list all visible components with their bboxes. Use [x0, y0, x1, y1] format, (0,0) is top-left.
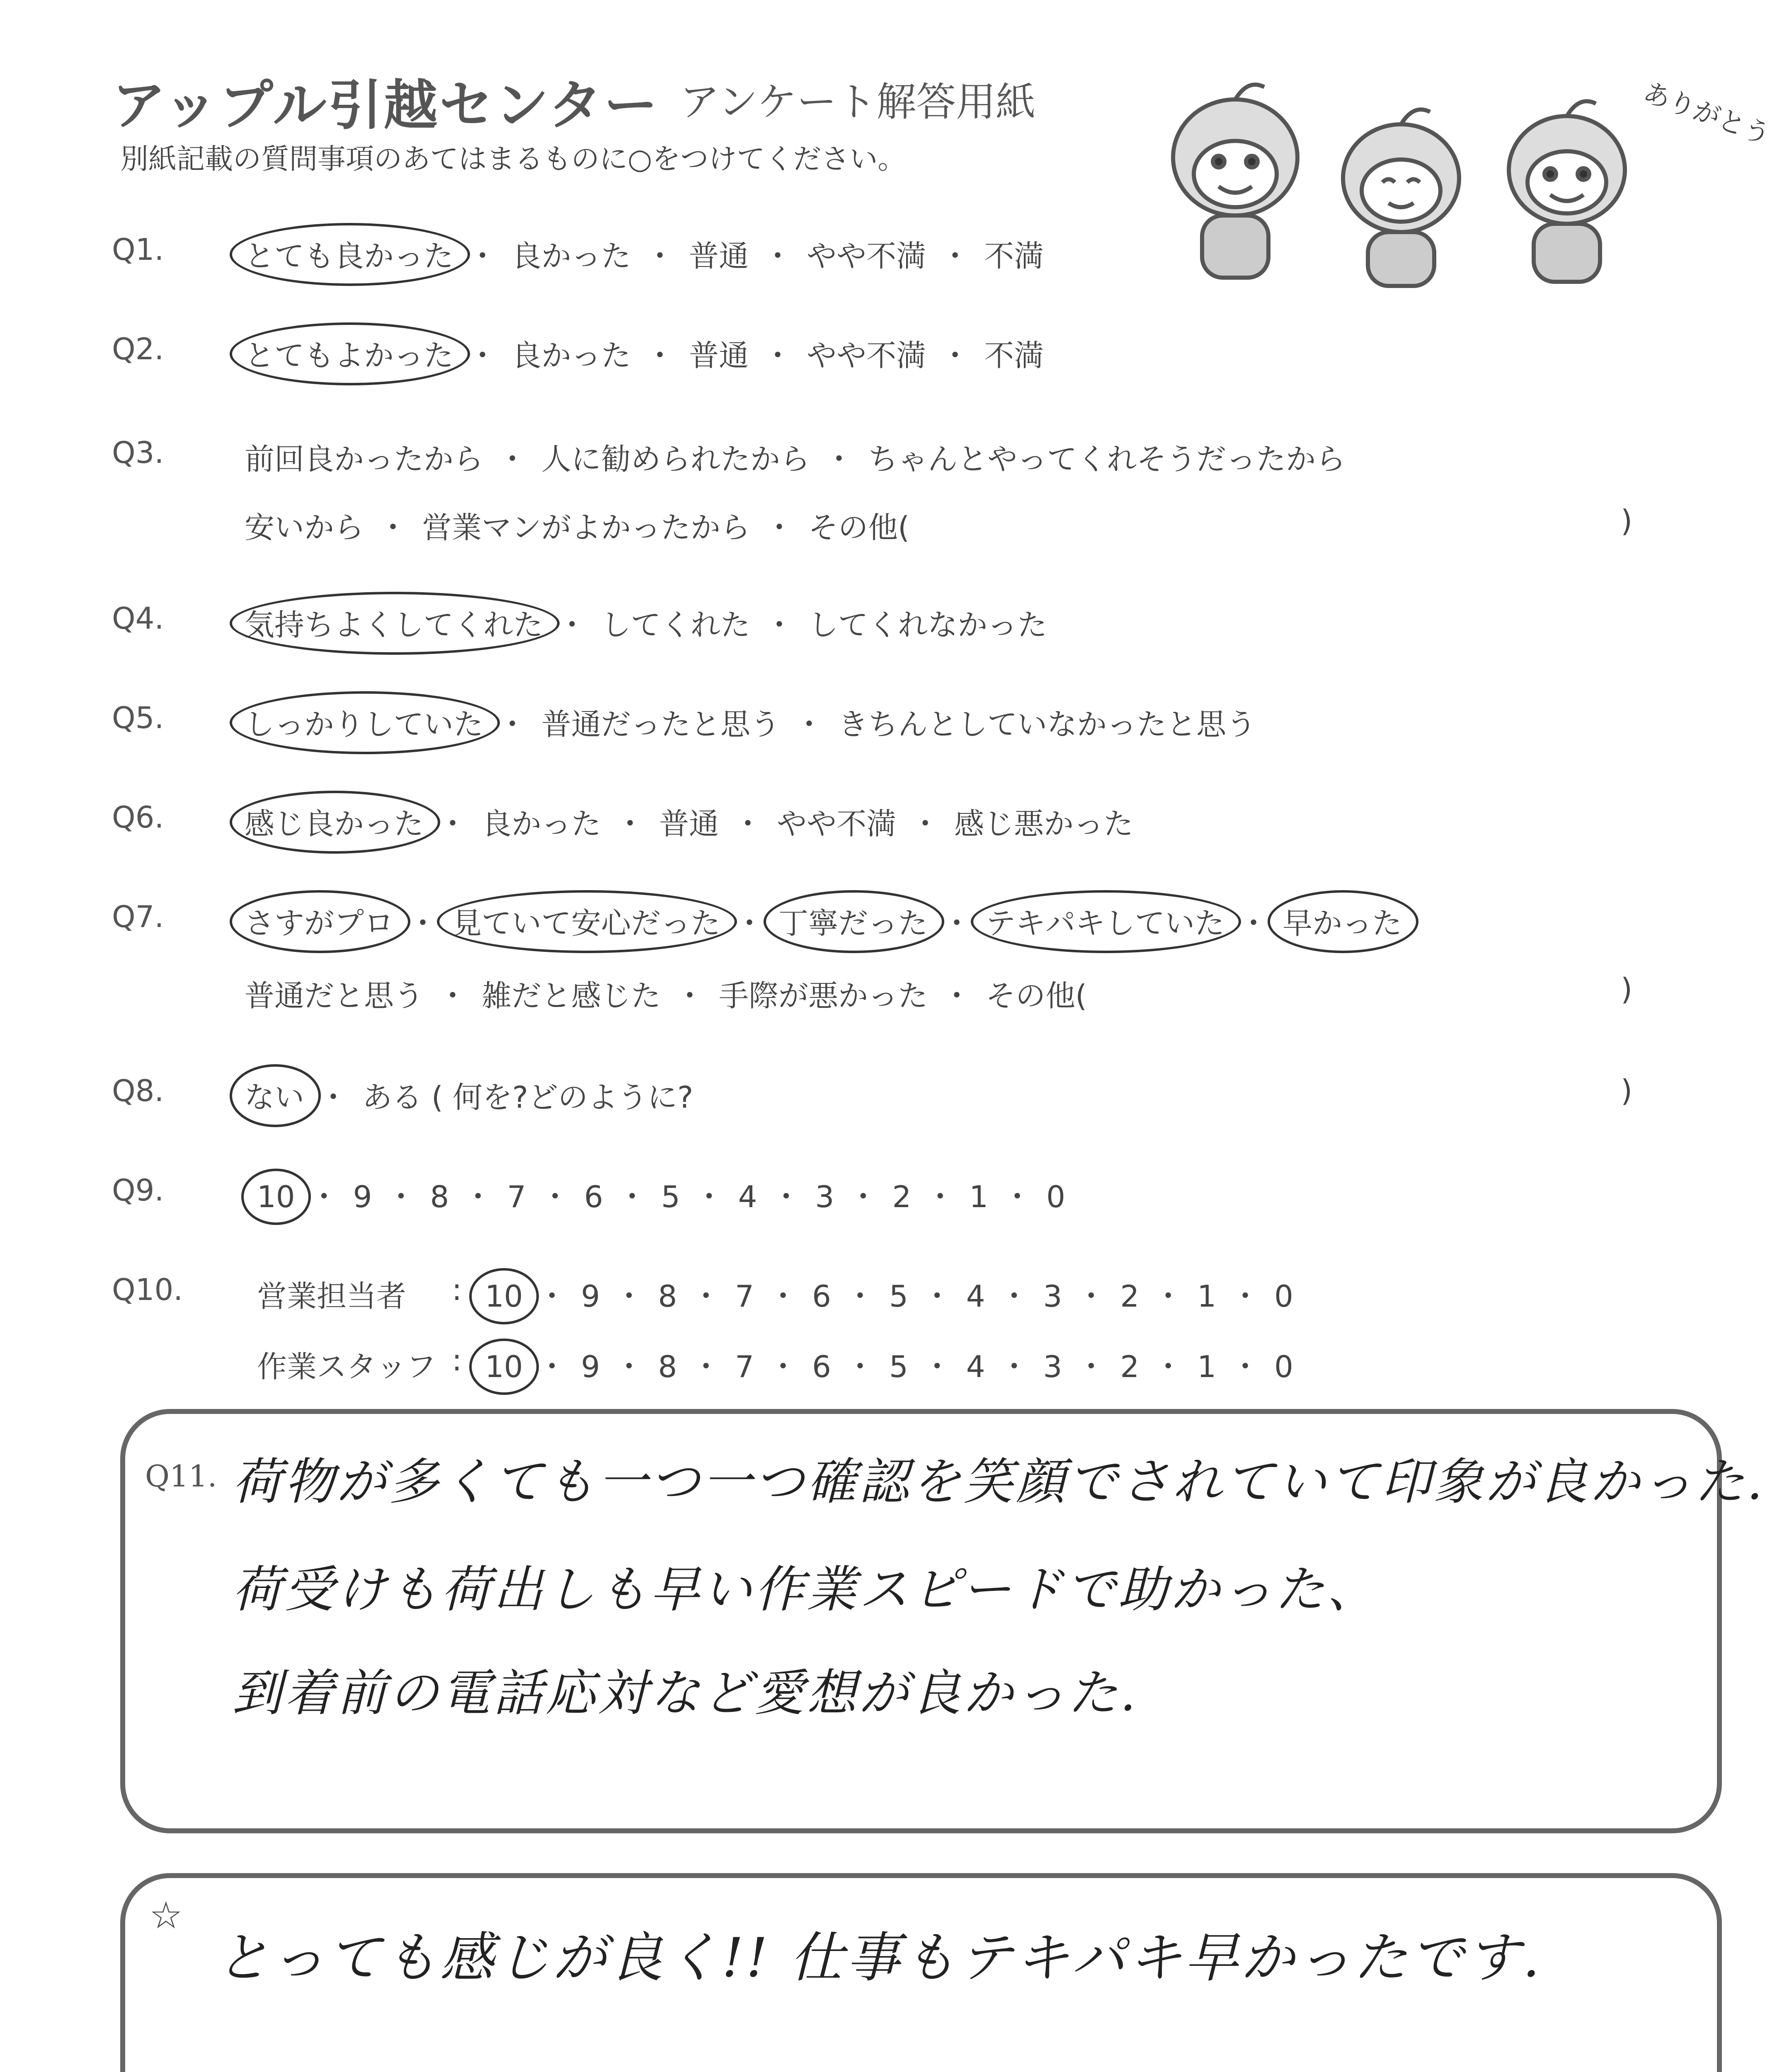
answer-option[interactable]: さすがプロ: [245, 899, 394, 942]
q10-row-name: 作業スタッフ: [257, 1349, 436, 1384]
separator-dot: ・: [645, 239, 675, 274]
answer-option[interactable]: 普通: [689, 338, 749, 373]
separator-dot: ・: [617, 1179, 647, 1214]
separator-dot: ・: [615, 806, 645, 841]
separator-dot: ・: [768, 1349, 798, 1384]
separator-dot: ・: [942, 978, 972, 1013]
separator-dot: ・: [463, 1179, 493, 1214]
answer-option[interactable]: 人に勧められたから: [541, 442, 810, 477]
separator-dot: ・: [468, 239, 498, 274]
answer-option[interactable]: 普通だったと思う: [541, 707, 781, 742]
separator-dot: ・: [614, 1349, 644, 1384]
separator-dot: ・: [768, 1279, 798, 1314]
answer-option[interactable]: やや不満: [807, 239, 926, 274]
separator-dot: ・: [614, 1279, 644, 1314]
separator-dot: ・: [999, 1349, 1029, 1384]
separator-dot: ・: [378, 510, 408, 545]
separator-dot: ・: [645, 338, 675, 373]
separator-dot: ・: [694, 1179, 724, 1214]
rating-option[interactable]: 9: [353, 1179, 372, 1214]
rating-option[interactable]: 5: [661, 1179, 680, 1214]
answer-option[interactable]: 不満: [984, 239, 1044, 274]
question-label: Q7.: [112, 899, 164, 934]
rating-option[interactable]: 9: [581, 1279, 600, 1314]
answer-option[interactable]: とても良かった: [245, 232, 453, 275]
rating-option[interactable]: 0: [1046, 1179, 1065, 1214]
separator-dot: ・: [771, 1179, 801, 1214]
close-paren: ): [1621, 1073, 1633, 1108]
separator-dot: ・: [1002, 1179, 1033, 1214]
answer-option[interactable]: その他(: [986, 978, 1087, 1013]
separator-dot: ・: [1153, 1349, 1183, 1384]
separator-dot: ・: [1239, 906, 1269, 941]
q11-comment-line-3: 到着前の電話応対など愛想が良かった.: [232, 1665, 1139, 1722]
separator-dot: ・: [540, 1179, 570, 1214]
rating-option[interactable]: 2: [892, 1179, 912, 1214]
separator-dot: ・: [1153, 1279, 1183, 1314]
rating-option[interactable]: 8: [430, 1179, 449, 1214]
rating-option[interactable]: 9: [581, 1349, 600, 1384]
question-options-row: [245, 503, 909, 547]
separator-dot: ・: [438, 978, 468, 1013]
separator-dot: ・: [537, 1279, 567, 1314]
star-comment-text: とっても感じが良く!! 仕事もテキパキ早かったです.: [216, 1926, 1542, 1989]
monkey-right-icon: [1509, 101, 1625, 282]
question-label: Q6.: [112, 800, 164, 835]
q11-label: Q11.: [145, 1459, 217, 1493]
answer-option[interactable]: その他(: [808, 510, 910, 545]
separator-dot: ・: [940, 239, 970, 274]
mascot-thanks-text: ありがとう: [1639, 77, 1775, 151]
rating-option[interactable]: 2: [1120, 1279, 1140, 1314]
rating-option[interactable]: 4: [966, 1349, 985, 1384]
monkey-left-icon: [1173, 85, 1297, 278]
monkey-middle-icon: [1343, 109, 1459, 286]
answer-option[interactable]: 良かった: [512, 239, 631, 274]
star-icon: ☆: [149, 1894, 183, 1937]
answer-option[interactable]: 普通: [689, 239, 749, 274]
rating-option[interactable]: 1: [969, 1179, 989, 1214]
separator-dot: ・: [1076, 1349, 1106, 1384]
rating-option[interactable]: 6: [812, 1279, 831, 1314]
question-label: Q9.: [112, 1173, 164, 1208]
separator-dot: ・: [309, 1179, 339, 1214]
answer-option[interactable]: 良かった: [512, 338, 631, 373]
separator-dot: ・: [497, 442, 528, 477]
q10-row-name: 営業担当者: [257, 1279, 407, 1314]
rating-option[interactable]: 5: [889, 1349, 908, 1384]
answer-option[interactable]: 普通だと思う: [245, 978, 424, 1013]
rating-option[interactable]: 5: [889, 1279, 908, 1314]
answer-option[interactable]: 見ていて安心だった: [452, 899, 720, 942]
close-paren: ): [1621, 972, 1633, 1007]
separator-dot: ・: [1230, 1279, 1261, 1314]
separator-dot: ・: [675, 978, 705, 1013]
separator-dot: ・: [845, 1279, 875, 1314]
question-label: Q5.: [112, 700, 164, 735]
answer-option[interactable]: テキパキしていた: [986, 899, 1224, 942]
separator-dot: ・: [940, 338, 970, 373]
answer-option[interactable]: ない: [245, 1073, 304, 1116]
rating-option[interactable]: 7: [507, 1179, 526, 1214]
answer-option[interactable]: 不満: [984, 338, 1044, 373]
answer-option[interactable]: ちゃんとやってくれそうだったから: [868, 442, 1346, 477]
question-label: Q2.: [112, 332, 164, 366]
rating-option[interactable]: 0: [1274, 1349, 1293, 1384]
question-options-row: [245, 800, 1133, 843]
answer-option[interactable]: 営業マンがよかったから: [422, 510, 751, 545]
separator-dot: ・: [438, 806, 468, 841]
answer-option[interactable]: 感じ悪かった: [954, 806, 1134, 841]
answer-option[interactable]: ある ( 何を?どのように?: [362, 1080, 693, 1115]
separator-dot: ・: [922, 1349, 952, 1384]
answer-option[interactable]: きちんとしていなかったと思う: [838, 707, 1256, 742]
separator-dot: ・: [408, 906, 438, 941]
answer-option[interactable]: とてもよかった: [245, 332, 453, 375]
rating-option[interactable]: 6: [584, 1179, 603, 1214]
separator-dot: ・: [925, 1179, 955, 1214]
separator-dot: ・: [733, 806, 763, 841]
separator-dot: ・: [537, 1349, 567, 1384]
survey-subtitle: アンケート解答用紙: [680, 79, 1036, 125]
rating-option[interactable]: 2: [1120, 1349, 1140, 1384]
separator-dot: ・: [942, 906, 972, 941]
close-paren: ): [1621, 503, 1633, 538]
separator-dot: ・: [794, 707, 824, 742]
question-options-row: [245, 1073, 693, 1116]
question-label: Q3.: [112, 435, 164, 470]
rating-option[interactable]: 4: [966, 1279, 985, 1314]
question-options-row: [245, 972, 1087, 1015]
question-label: Q1.: [112, 232, 164, 267]
answer-option[interactable]: やや不満: [777, 806, 897, 841]
answer-option[interactable]: 前回良かったから: [245, 442, 484, 477]
answer-option[interactable]: 早かった: [1283, 899, 1402, 942]
rating-option[interactable]: 10: [485, 1279, 523, 1314]
question-options-row: [245, 700, 1256, 743]
separator-dot: ・: [1230, 1349, 1261, 1384]
rating-option[interactable]: 3: [1043, 1349, 1062, 1384]
question-options-row: [245, 435, 1346, 478]
separator-dot: ・: [764, 608, 795, 642]
answer-option[interactable]: しっかりしていた: [245, 700, 483, 743]
answer-option[interactable]: してくれなかった: [808, 608, 1047, 642]
separator-dot: ・: [691, 1279, 721, 1314]
question-label: Q4.: [112, 601, 164, 636]
answer-option[interactable]: やや不満: [807, 338, 926, 373]
separator-dot: ・: [735, 906, 765, 941]
separator-dot: ・: [468, 338, 498, 373]
survey-title: アップル引越センター: [112, 74, 659, 137]
q10-label: Q10.: [112, 1272, 183, 1307]
q11-comment-line-2: 荷受けも荷出しも早い作業スピードで助かった、: [232, 1561, 1380, 1619]
separator-dot: ・: [691, 1349, 721, 1384]
rating-option[interactable]: 8: [658, 1279, 677, 1314]
rating-option[interactable]: 7: [735, 1279, 754, 1314]
question-label: Q8.: [112, 1073, 164, 1108]
answer-option[interactable]: 安いから: [245, 510, 364, 545]
separator-dot: ・: [922, 1279, 952, 1314]
colon: :: [452, 1272, 462, 1307]
rating-scale-row: [485, 1343, 1293, 1386]
rating-option[interactable]: 6: [812, 1349, 831, 1384]
separator-dot: ・: [1076, 1279, 1106, 1314]
separator-dot: ・: [910, 806, 941, 841]
rating-option[interactable]: 8: [658, 1349, 677, 1384]
rating-option[interactable]: 0: [1274, 1279, 1293, 1314]
colon: :: [452, 1343, 462, 1377]
rating-option[interactable]: 10: [485, 1349, 523, 1384]
separator-dot: ・: [318, 1080, 349, 1115]
answer-option[interactable]: 雑だと感じた: [482, 978, 661, 1013]
rating-option[interactable]: 1: [1197, 1279, 1217, 1314]
rating-option[interactable]: 1: [1197, 1349, 1217, 1384]
question-options-row: [245, 601, 1047, 644]
separator-dot: ・: [497, 707, 528, 742]
separator-dot: ・: [845, 1349, 875, 1384]
separator-dot: ・: [999, 1279, 1029, 1314]
rating-scale-row: [485, 1272, 1293, 1315]
separator-dot: ・: [763, 239, 793, 274]
q11-comment-line-1: 荷物が多くても一つ一つ確認を笑顔でされていて印象が良かった.: [232, 1453, 1765, 1511]
answer-option[interactable]: してくれた: [601, 608, 751, 642]
answer-option[interactable]: 普通: [659, 806, 719, 841]
separator-dot: ・: [764, 510, 795, 545]
answer-option[interactable]: 手際が悪かった: [719, 978, 928, 1013]
rating-scale-row: [257, 1173, 1065, 1216]
separator-dot: ・: [848, 1179, 878, 1214]
answer-option[interactable]: 感じ良かった: [245, 800, 424, 843]
question-options-row: [245, 332, 1044, 375]
rating-option[interactable]: 4: [738, 1179, 757, 1214]
separator-dot: ・: [386, 1179, 416, 1214]
rating-option[interactable]: 10: [257, 1179, 295, 1214]
question-options-row: [245, 899, 1402, 942]
question-options-row: [245, 232, 1044, 275]
rating-option[interactable]: 7: [735, 1349, 754, 1384]
separator-dot: ・: [824, 442, 854, 477]
answer-option[interactable]: 良かった: [482, 806, 601, 841]
separator-dot: ・: [763, 338, 793, 373]
rating-option[interactable]: 3: [1043, 1279, 1062, 1314]
rating-option[interactable]: 3: [815, 1179, 834, 1214]
monkey-mascot-illustration: [1152, 62, 1775, 294]
answer-option[interactable]: 丁寧だった: [778, 899, 928, 942]
answer-option[interactable]: 気持ちよくしてくれた: [245, 601, 543, 644]
instruction-text: 別紙記載の質問事項のあてはまるものに○をつけてください。: [120, 143, 906, 176]
separator-dot: ・: [557, 608, 587, 642]
